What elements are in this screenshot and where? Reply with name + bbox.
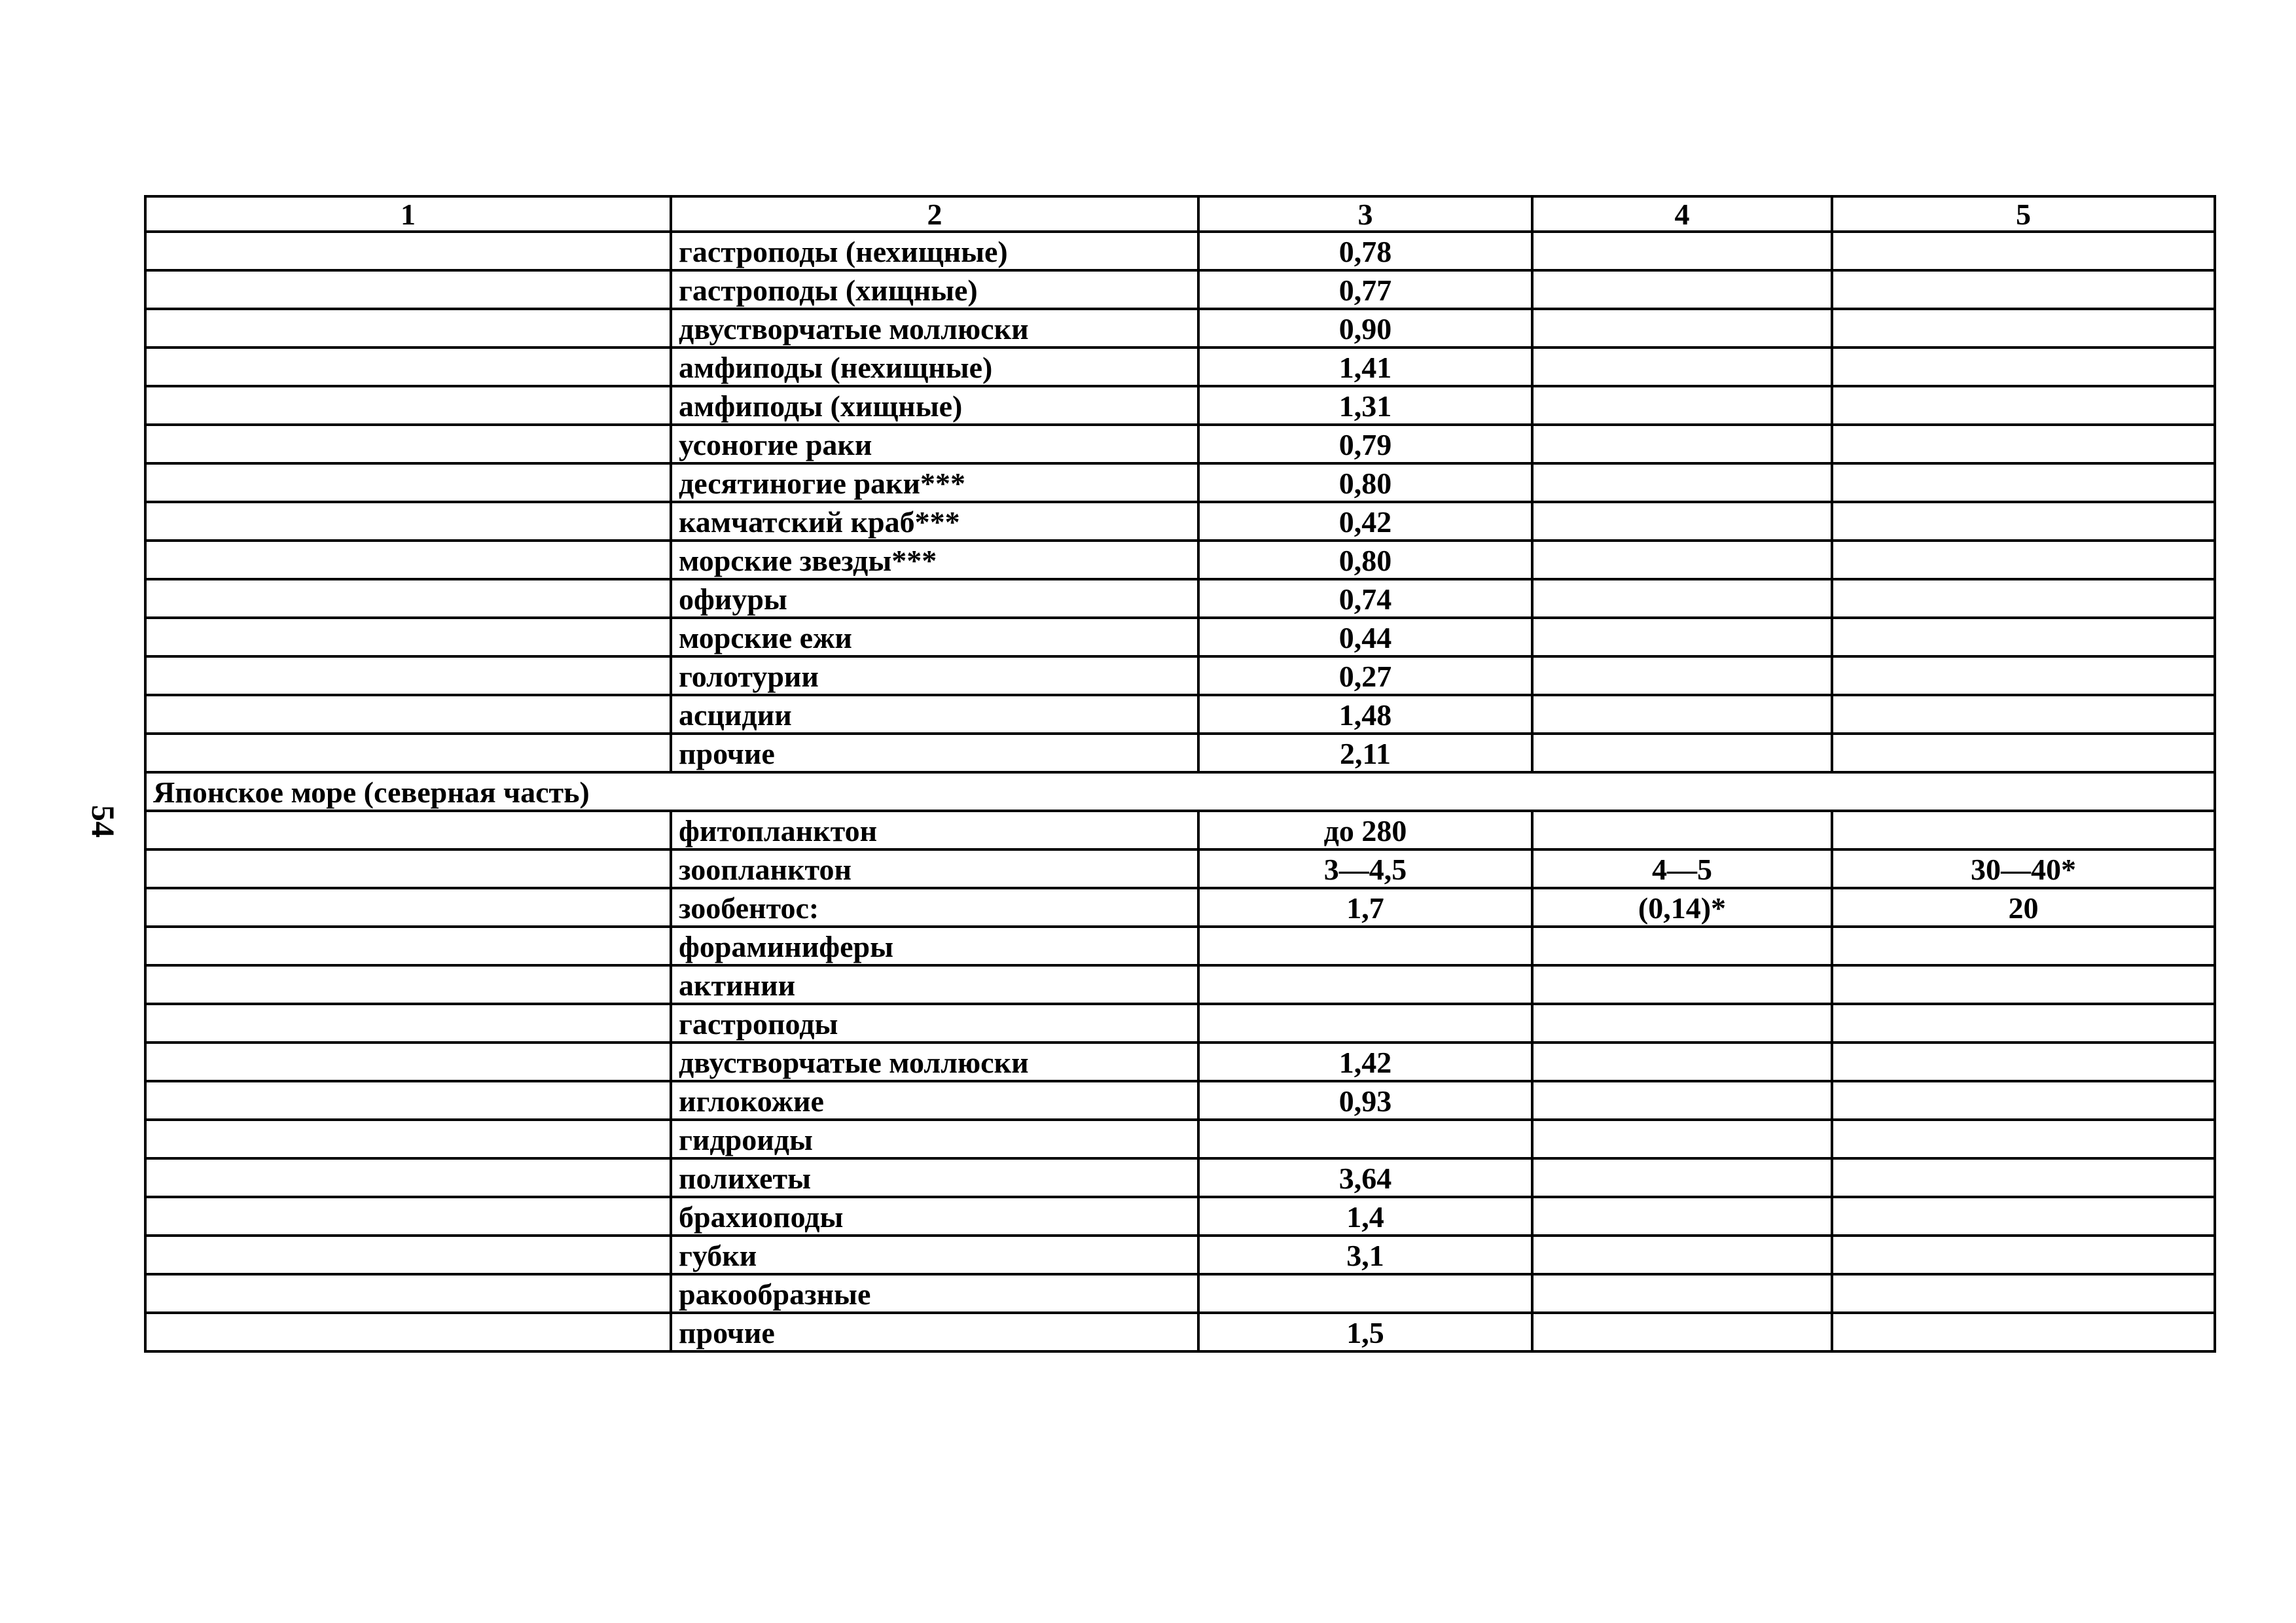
value-cell-3 — [1198, 1004, 1532, 1043]
value-cell-4 — [1532, 463, 1832, 502]
organism-cell: прочие — [671, 734, 1198, 772]
organism-cell: двустворчатые моллюски — [671, 309, 1198, 348]
value-cell-5 — [1832, 386, 2215, 425]
value-cell-3: 0,78 — [1198, 232, 1532, 270]
table-row — [145, 541, 2215, 579]
header-cell-1: 1 — [145, 196, 671, 232]
value-cell-5: 20 — [1832, 888, 2215, 927]
value-cell-3: 1,5 — [1198, 1313, 1532, 1351]
value-cell-3: 0,74 — [1198, 579, 1532, 618]
table-row — [145, 386, 2215, 425]
data-table — [144, 195, 2216, 1353]
organism-cell: зообентос: — [671, 888, 1198, 927]
value-cell-4 — [1532, 1158, 1832, 1197]
table-row — [145, 1081, 2215, 1120]
region-cell — [145, 425, 671, 463]
region-cell — [145, 849, 671, 888]
table-row — [145, 965, 2215, 1004]
organism-cell: двустворчатые моллюски — [671, 1043, 1198, 1081]
value-cell-4 — [1532, 1043, 1832, 1081]
value-cell-3 — [1198, 1120, 1532, 1158]
region-cell — [145, 734, 671, 772]
table-row — [145, 579, 2215, 618]
region-cell — [145, 386, 671, 425]
region-cell — [145, 232, 671, 270]
organism-cell: прочие — [671, 1313, 1198, 1351]
value-cell-5 — [1832, 463, 2215, 502]
region-cell — [145, 1313, 671, 1351]
value-cell-3 — [1198, 1274, 1532, 1313]
table-row — [145, 1236, 2215, 1274]
value-cell-4 — [1532, 965, 1832, 1004]
value-cell-5: 30—40* — [1832, 849, 2215, 888]
value-cell-3: до 280 — [1198, 811, 1532, 849]
region-cell — [145, 270, 671, 309]
value-cell-3: 1,48 — [1198, 695, 1532, 734]
region-cell — [145, 1081, 671, 1120]
value-cell-5 — [1832, 965, 2215, 1004]
region-cell — [145, 888, 671, 927]
value-cell-5 — [1832, 618, 2215, 656]
organism-cell: зоопланктон — [671, 849, 1198, 888]
value-cell-5 — [1832, 270, 2215, 309]
organism-cell: актинии — [671, 965, 1198, 1004]
value-cell-4 — [1532, 618, 1832, 656]
table-row — [145, 811, 2215, 849]
value-cell-4 — [1532, 425, 1832, 463]
value-cell-5 — [1832, 1120, 2215, 1158]
table-row — [145, 1158, 2215, 1197]
header-cell-3: 3 — [1198, 196, 1532, 232]
value-cell-4 — [1532, 734, 1832, 772]
value-cell-4 — [1532, 309, 1832, 348]
value-cell-4: 4—5 — [1532, 849, 1832, 888]
value-cell-5 — [1832, 502, 2215, 541]
value-cell-4 — [1532, 386, 1832, 425]
value-cell-5 — [1832, 1004, 2215, 1043]
value-cell-5 — [1832, 348, 2215, 386]
value-cell-4 — [1532, 1120, 1832, 1158]
section-heading: Японское море (северная часть) — [145, 772, 2215, 811]
organism-cell: голотурии — [671, 656, 1198, 695]
region-cell — [145, 1043, 671, 1081]
value-cell-3: 0,27 — [1198, 656, 1532, 695]
value-cell-4 — [1532, 656, 1832, 695]
value-cell-5 — [1832, 309, 2215, 348]
table-row — [145, 888, 2215, 927]
table-row — [145, 463, 2215, 502]
table-row — [145, 309, 2215, 348]
value-cell-5 — [1832, 1197, 2215, 1236]
region-cell — [145, 309, 671, 348]
value-cell-5 — [1832, 656, 2215, 695]
organism-cell: десятиногие раки*** — [671, 463, 1198, 502]
value-cell-4 — [1532, 348, 1832, 386]
region-cell — [145, 618, 671, 656]
value-cell-3: 1,42 — [1198, 1043, 1532, 1081]
organism-cell: гастроподы — [671, 1004, 1198, 1043]
table-row — [145, 927, 2215, 965]
value-cell-4 — [1532, 1274, 1832, 1313]
value-cell-5 — [1832, 1274, 2215, 1313]
region-cell — [145, 541, 671, 579]
value-cell-4 — [1532, 927, 1832, 965]
value-cell-5 — [1832, 811, 2215, 849]
organism-cell: камчатский краб*** — [671, 502, 1198, 541]
organism-cell: усоногие раки — [671, 425, 1198, 463]
value-cell-4 — [1532, 232, 1832, 270]
value-cell-4 — [1532, 1081, 1832, 1120]
value-cell-3: 0,42 — [1198, 502, 1532, 541]
value-cell-4 — [1532, 270, 1832, 309]
organism-cell: гастроподы (хищные) — [671, 270, 1198, 309]
value-cell-3: 0,90 — [1198, 309, 1532, 348]
value-cell-3: 0,93 — [1198, 1081, 1532, 1120]
organism-cell: иглокожие — [671, 1081, 1198, 1120]
organism-cell: морские звезды*** — [671, 541, 1198, 579]
value-cell-5 — [1832, 927, 2215, 965]
value-cell-5 — [1832, 541, 2215, 579]
value-cell-4 — [1532, 502, 1832, 541]
value-cell-5 — [1832, 695, 2215, 734]
organism-cell: фитопланктон — [671, 811, 1198, 849]
value-cell-3: 3,64 — [1198, 1158, 1532, 1197]
value-cell-3: 1,41 — [1198, 348, 1532, 386]
page-number: 54 — [85, 805, 122, 838]
section-heading-row — [145, 772, 2215, 811]
region-cell — [145, 656, 671, 695]
table-row — [145, 502, 2215, 541]
organism-cell: фораминиферы — [671, 927, 1198, 965]
value-cell-4 — [1532, 1004, 1832, 1043]
table-row — [145, 1043, 2215, 1081]
value-cell-4: (0,14)* — [1532, 888, 1832, 927]
value-cell-3: 2,11 — [1198, 734, 1532, 772]
organism-cell: гидроиды — [671, 1120, 1198, 1158]
table-row — [145, 1120, 2215, 1158]
value-cell-3: 1,7 — [1198, 888, 1532, 927]
region-cell — [145, 463, 671, 502]
value-cell-5 — [1832, 734, 2215, 772]
organism-cell: амфиподы (нехищные) — [671, 348, 1198, 386]
header-cell-4: 4 — [1532, 196, 1832, 232]
organism-cell: офиуры — [671, 579, 1198, 618]
value-cell-5 — [1832, 1236, 2215, 1274]
value-cell-5 — [1832, 1043, 2215, 1081]
value-cell-5 — [1832, 1313, 2215, 1351]
region-cell — [145, 695, 671, 734]
value-cell-3: 0,79 — [1198, 425, 1532, 463]
value-cell-5 — [1832, 425, 2215, 463]
value-cell-4 — [1532, 1236, 1832, 1274]
value-cell-3 — [1198, 927, 1532, 965]
region-cell — [145, 579, 671, 618]
table-row — [145, 849, 2215, 888]
value-cell-3: 3,1 — [1198, 1236, 1532, 1274]
table-row — [145, 656, 2215, 695]
value-cell-3: 3—4,5 — [1198, 849, 1532, 888]
region-cell — [145, 1274, 671, 1313]
value-cell-4 — [1532, 1197, 1832, 1236]
table-row — [145, 270, 2215, 309]
organism-cell: амфиподы (хищные) — [671, 386, 1198, 425]
value-cell-3: 0,77 — [1198, 270, 1532, 309]
value-cell-4 — [1532, 1313, 1832, 1351]
region-cell — [145, 348, 671, 386]
value-cell-5 — [1832, 232, 2215, 270]
value-cell-3: 0,80 — [1198, 463, 1532, 502]
table-body — [145, 196, 2215, 1351]
region-cell — [145, 1158, 671, 1197]
region-cell — [145, 811, 671, 849]
value-cell-4 — [1532, 579, 1832, 618]
organism-cell: морские ежи — [671, 618, 1198, 656]
table-row — [145, 232, 2215, 270]
table-row — [145, 1274, 2215, 1313]
region-cell — [145, 1120, 671, 1158]
organism-cell: брахиоподы — [671, 1197, 1198, 1236]
value-cell-3: 0,44 — [1198, 618, 1532, 656]
organism-cell: ракообразные — [671, 1274, 1198, 1313]
table-row — [145, 734, 2215, 772]
value-cell-4 — [1532, 541, 1832, 579]
value-cell-3 — [1198, 965, 1532, 1004]
organism-cell: гастроподы (нехищные) — [671, 232, 1198, 270]
table-row — [145, 1197, 2215, 1236]
value-cell-4 — [1532, 695, 1832, 734]
table-row — [145, 695, 2215, 734]
header-cell-5: 5 — [1832, 196, 2215, 232]
table-row — [145, 1004, 2215, 1043]
value-cell-3: 1,4 — [1198, 1197, 1532, 1236]
organism-cell: губки — [671, 1236, 1198, 1274]
region-cell — [145, 965, 671, 1004]
region-cell — [145, 1004, 671, 1043]
table-row — [145, 425, 2215, 463]
region-cell — [145, 1197, 671, 1236]
value-cell-5 — [1832, 1158, 2215, 1197]
table-row — [145, 618, 2215, 656]
table-row — [145, 1313, 2215, 1351]
table-row — [145, 348, 2215, 386]
value-cell-5 — [1832, 579, 2215, 618]
header-row — [145, 196, 2215, 232]
value-cell-5 — [1832, 1081, 2215, 1120]
region-cell — [145, 502, 671, 541]
value-cell-3: 1,31 — [1198, 386, 1532, 425]
value-cell-3: 0,80 — [1198, 541, 1532, 579]
organism-cell: полихеты — [671, 1158, 1198, 1197]
header-cell-2: 2 — [671, 196, 1198, 232]
value-cell-4 — [1532, 811, 1832, 849]
organism-cell: асцидии — [671, 695, 1198, 734]
region-cell — [145, 1236, 671, 1274]
region-cell — [145, 927, 671, 965]
